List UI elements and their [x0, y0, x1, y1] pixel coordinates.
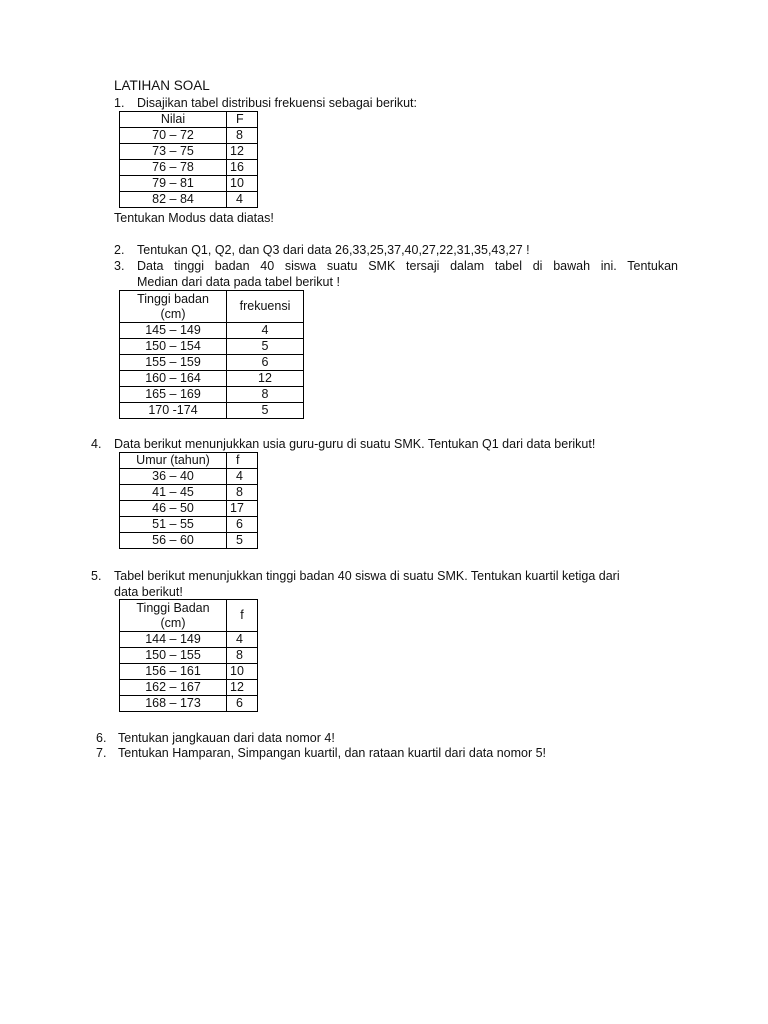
question-7-number: 7.: [96, 746, 107, 760]
question-5-number: 5.: [91, 569, 102, 583]
header-line: Tinggi badan: [137, 291, 209, 306]
frequency-cell: 4: [227, 469, 258, 485]
frequency-cell: 6: [227, 696, 258, 712]
column-header-f: F: [227, 112, 258, 128]
question-4-text: Data berikut menunjukkan usia guru-guru di suatu SMK. Tentukan Q1 dari data berikut!: [114, 437, 596, 451]
question-4-number: 4.: [91, 437, 102, 451]
question-1-number: 1.: [114, 96, 125, 110]
table-row: [120, 128, 258, 144]
frequency-cell: 4: [227, 192, 258, 208]
interval-cell: 155 – 159: [120, 355, 227, 371]
table-row: [120, 485, 258, 501]
frequency-cell: 8: [227, 387, 304, 403]
interval-cell: 170 -174: [120, 403, 227, 419]
question-7-text: Tentukan Hamparan, Simpangan kuartil, dan rataan kuartil dari data nomor 5!: [118, 746, 547, 760]
frequency-cell: 10: [227, 176, 258, 192]
frequency-cell: 12: [227, 680, 258, 696]
interval-cell: 168 – 173: [120, 696, 227, 712]
question-2-number: 2.: [114, 243, 125, 257]
interval-cell: 73 – 75: [120, 144, 227, 160]
table-row: [120, 355, 304, 371]
interval-cell: 150 – 154: [120, 339, 227, 355]
interval-cell: 41 – 45: [120, 485, 227, 501]
interval-cell: 156 – 161: [120, 664, 227, 680]
interval-cell: 36 – 40: [120, 469, 227, 485]
column-header-f: f: [227, 453, 258, 469]
table-header-row: [120, 600, 258, 632]
interval-cell: 46 – 50: [120, 501, 227, 517]
table-header-row: [120, 453, 258, 469]
question-6-text: Tentukan jangkauan dari data nomor 4!: [118, 731, 335, 745]
interval-cell: 79 – 81: [120, 176, 227, 192]
table-row: [120, 696, 258, 712]
frequency-cell: 8: [227, 128, 258, 144]
question-3-text-line1: Data tinggi badan 40 siswa suatu SMK tersaji dalam tabel di bawah ini. Tentukan: [137, 259, 678, 273]
table-row: [120, 648, 258, 664]
table-row: [120, 680, 258, 696]
header-line: (cm): [160, 306, 186, 321]
frequency-cell: 5: [227, 339, 304, 355]
interval-cell: 51 – 55: [120, 517, 227, 533]
table-row: [120, 192, 258, 208]
table-row: [120, 501, 258, 517]
table-row: [120, 371, 304, 387]
interval-cell: 150 – 155: [120, 648, 227, 664]
table-row: [120, 323, 304, 339]
interval-cell: 56 – 60: [120, 533, 227, 549]
frequency-cell: 12: [227, 371, 304, 387]
table-row: [120, 664, 258, 680]
interval-cell: 82 – 84: [120, 192, 227, 208]
header-line: (cm): [160, 615, 186, 630]
frequency-cell: 4: [227, 323, 304, 339]
frequency-cell: 5: [227, 533, 258, 549]
table-row: [120, 160, 258, 176]
frequency-cell: 16: [227, 160, 258, 176]
question-5-text-line2: data berikut!: [114, 585, 183, 599]
table-header-row: [120, 291, 304, 323]
table-row: [120, 517, 258, 533]
interval-cell: 160 – 164: [120, 371, 227, 387]
frequency-cell: 8: [227, 485, 258, 501]
table-row: [120, 387, 304, 403]
question-6-number: 6.: [96, 731, 107, 745]
question-3-text-line2: Median dari data pada tabel berikut !: [137, 275, 340, 289]
header-line: Tinggi Badan: [136, 600, 210, 615]
table-row: [120, 632, 258, 648]
frequency-cell: 6: [227, 355, 304, 371]
table-umur-guru: [119, 452, 258, 549]
frequency-cell: 4: [227, 632, 258, 648]
table-row: [120, 339, 304, 355]
table-tinggi-badan-1: [119, 290, 304, 419]
column-header-frekuensi: frekuensi: [227, 291, 304, 323]
frequency-cell: 5: [227, 403, 304, 419]
question-5-text-line1: Tabel berikut menunjukkan tinggi badan 40 siswa di suatu SMK. Tentukan kuartil ketiga dari: [114, 569, 620, 583]
frequency-cell: 17: [227, 501, 258, 517]
table-row: [120, 469, 258, 485]
interval-cell: 144 – 149: [120, 632, 227, 648]
interval-cell: 76 – 78: [120, 160, 227, 176]
table-tinggi-badan-2: [119, 599, 258, 712]
interval-cell: 70 – 72: [120, 128, 227, 144]
column-header-umur: Umur (tahun): [120, 453, 227, 469]
column-header-f: f: [227, 600, 258, 632]
frequency-cell: 6: [227, 517, 258, 533]
frequency-cell: 8: [227, 648, 258, 664]
table-row: [120, 533, 258, 549]
question-1-text: Disajikan tabel distribusi frekuensi sebagai berikut:: [137, 96, 418, 110]
frequency-cell: 12: [227, 144, 258, 160]
column-header-tinggi-badan: [120, 600, 227, 632]
table-row: [120, 176, 258, 192]
interval-cell: 165 – 169: [120, 387, 227, 403]
frequency-cell: 10: [227, 664, 258, 680]
question-1-instruction: Tentukan Modus data diatas!: [114, 211, 274, 225]
table-nilai-frekuensi: [119, 111, 258, 208]
interval-cell: 162 – 167: [120, 680, 227, 696]
question-3-number: 3.: [114, 259, 125, 273]
question-2-text: Tentukan Q1, Q2, dan Q3 dari data 26,33,25,37,40,27,22,31,35,43,27 !: [137, 243, 530, 257]
interval-cell: 145 – 149: [120, 323, 227, 339]
table-row: [120, 403, 304, 419]
table-row: [120, 144, 258, 160]
column-header-tinggi-badan: [120, 291, 227, 323]
page-title: LATIHAN SOAL: [114, 78, 210, 93]
table-header-row: [120, 112, 258, 128]
column-header-nilai: Nilai: [120, 112, 227, 128]
